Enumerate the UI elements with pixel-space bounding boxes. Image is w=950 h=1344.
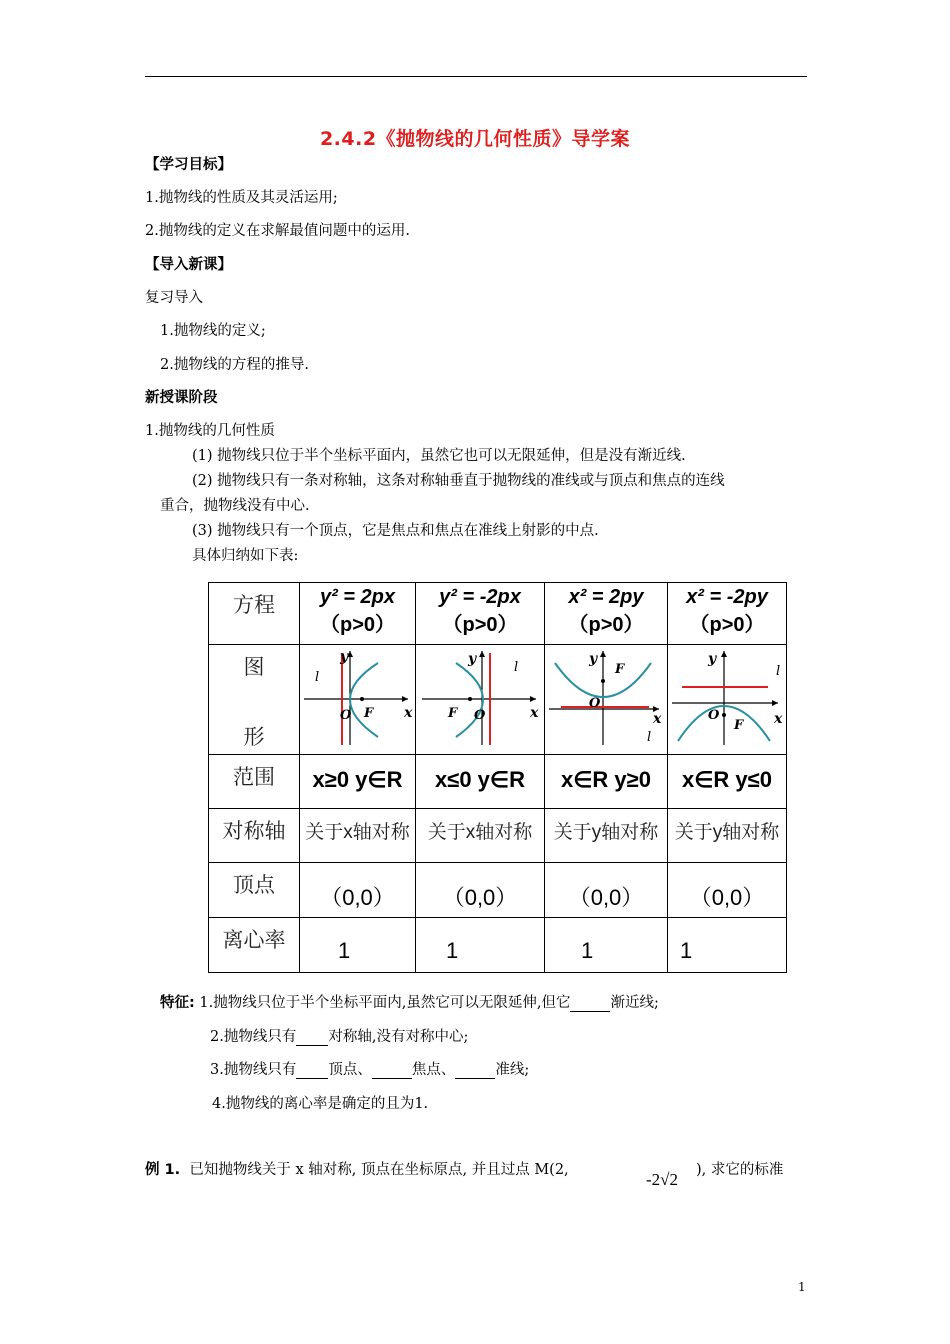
range-row [209,755,787,809]
row-label-axis: 对称轴 [209,809,300,863]
condition-4: （p>0） [689,614,765,636]
parabola-down-graph [668,645,785,749]
y-axis-label: y [708,651,717,667]
origin-label: O [708,708,720,723]
feature-1-text-a: 1.抛物线只位于半个坐标平面内,虽然它可以无限延伸,但它 [199,995,571,1011]
feature-3-text-d: 准线; [495,1062,530,1078]
feature-3-text-a: 3.抛物线只有 [210,1062,297,1078]
directrix-label: l [647,730,652,745]
goal-2: 2.抛物线的定义在求解最值问题中的运用. [145,223,410,239]
vertex-3: （0,0） [545,863,668,918]
vertex-1: （0,0） [300,863,416,918]
range-3: x∈R y≥0 [545,755,668,809]
equation-cell [668,583,787,645]
axis-3: 关于y轴对称 [545,809,668,863]
graph-cell-4 [668,645,787,755]
condition-3: （p>0） [568,614,644,636]
feature-2-text-b: 对称轴,没有对称中心; [328,1029,469,1045]
feature-3-text-c: 焦点、 [411,1062,456,1078]
range-4: x∈R y≤0 [668,755,787,809]
feature-1-blank [570,995,610,1012]
x-axis-label: x [774,711,783,727]
origin-label: O [589,696,601,711]
origin-label: O [340,708,352,723]
equation-2: y² = -2px [439,586,521,608]
review-1: 1.抛物线的定义; [160,323,266,339]
review-label: 复习导入 [145,290,203,306]
equation-3: x² = 2py [568,586,644,608]
axis-1: 关于x轴对称 [300,809,416,863]
graph-cell-3 [545,645,668,755]
condition-2: （p>0） [442,614,518,636]
example-1 [145,1158,569,1179]
feature-3 [210,1058,529,1079]
example-label: 例 1. [145,1162,181,1178]
page-title: 2.4.2《抛物线的几何性质》导学案 [319,128,631,150]
feature-2-text-a: 2.抛物线只有 [210,1029,297,1045]
parabola-right-graph [300,645,414,749]
graph-row [209,645,787,755]
graph-label-1: 图 [243,656,265,679]
property-1: (1) 抛物线只位于半个坐标平面内，虽然它也可以无限延伸，但是没有渐近线. [192,448,686,464]
row-label-range: 范围 [209,755,300,809]
focus-label: F [364,706,374,721]
example-text-b: ), 求它的标准 [696,1162,784,1178]
equation-cell [416,583,545,645]
intro-heading: 【导入新课】 [145,257,232,273]
parabola-up-graph [545,645,666,749]
vertex-2: （0,0） [416,863,545,918]
feature-3-blank-3 [455,1062,495,1079]
range-2: x≤0 y∈R [416,755,545,809]
equation-cell [300,583,416,645]
feature-1-text-b: 渐近线; [610,995,659,1011]
feature-3-blank-2 [372,1062,412,1079]
property-3: (3) 抛物线只有一个顶点，它是焦点和焦点在准线上射影的中点. [192,523,599,539]
condition-1: （p>0） [319,614,396,636]
equation-cell [545,583,668,645]
focus-label: F [448,706,458,721]
x-axis-label: x [530,705,539,721]
focus-label: F [615,662,625,677]
graph-cell-2 [416,645,545,755]
equation-4: x² = -2py [686,586,768,608]
eccentricity-3: 1 [545,918,668,973]
row-label-graph [209,645,300,755]
summary-line: 具体归纳如下表: [192,548,299,564]
graph-label-2: 形 [243,726,265,749]
x-axis-label: x [404,705,413,721]
properties-table [208,582,787,973]
axis-row [209,809,787,863]
directrix-label: l [514,660,519,675]
feature-1 [160,991,659,1012]
equation-1: y² = 2px [319,586,396,608]
vertex-row [209,863,787,918]
origin-label: O [474,708,486,723]
focus-label: F [734,718,744,733]
goal-1: 1.抛物线的性质及其灵活运用; [145,190,338,206]
graph-cell-1 [300,645,416,755]
page-number: 1 [798,1280,806,1294]
row-label-eccentricity: 离心率 [209,918,300,973]
eccentricity-row [209,918,787,973]
goals-heading: 【学习目标】 [145,157,232,173]
row-label-equation: 方程 [209,583,300,645]
features-label: 特征: [160,995,195,1011]
directrix-label: l [776,664,781,679]
property-2a: (2) 抛物线只有一条对称轴，这条对称轴垂直于抛物线的准线或与顶点和焦点的连线 [192,473,725,489]
new-lesson-heading: 新授课阶段 [145,390,218,406]
vertex-4: （0,0） [668,863,787,918]
property-title: 1.抛物线的几何性质 [145,423,275,439]
header-rule [145,76,807,77]
feature-3-blank-1 [296,1062,328,1079]
row-label-vertex: 顶点 [209,863,300,918]
y-axis-label: y [468,651,477,667]
feature-2 [210,1025,468,1046]
y-axis-label: y [589,651,598,667]
y-axis-label: y [340,649,349,665]
axis-4: 关于y轴对称 [668,809,787,863]
review-2: 2.抛物线的方程的推导. [160,357,309,373]
eccentricity-2: 1 [416,918,545,973]
feature-3-text-b: 顶点、 [328,1062,372,1078]
eccentricity-4: 1 [668,918,787,973]
range-1: x≥0 y∈R [300,755,416,809]
eccentricity-1: 1 [300,918,416,973]
feature-4: 4.抛物线的离心率是确定的且为1. [212,1096,429,1112]
example-coordinate: -2√2 [646,1170,678,1189]
equation-row [209,583,787,645]
example-text-a: 已知抛物线关于 x 轴对称, 顶点在坐标原点, 并且过点 M(2, [189,1162,569,1178]
parabola-left-graph [416,645,543,749]
directrix-label: l [315,670,320,685]
x-axis-label: x [653,711,662,727]
feature-2-blank [296,1029,328,1046]
property-2b: 重合，抛物线没有中心. [160,498,310,514]
axis-2: 关于x轴对称 [416,809,545,863]
